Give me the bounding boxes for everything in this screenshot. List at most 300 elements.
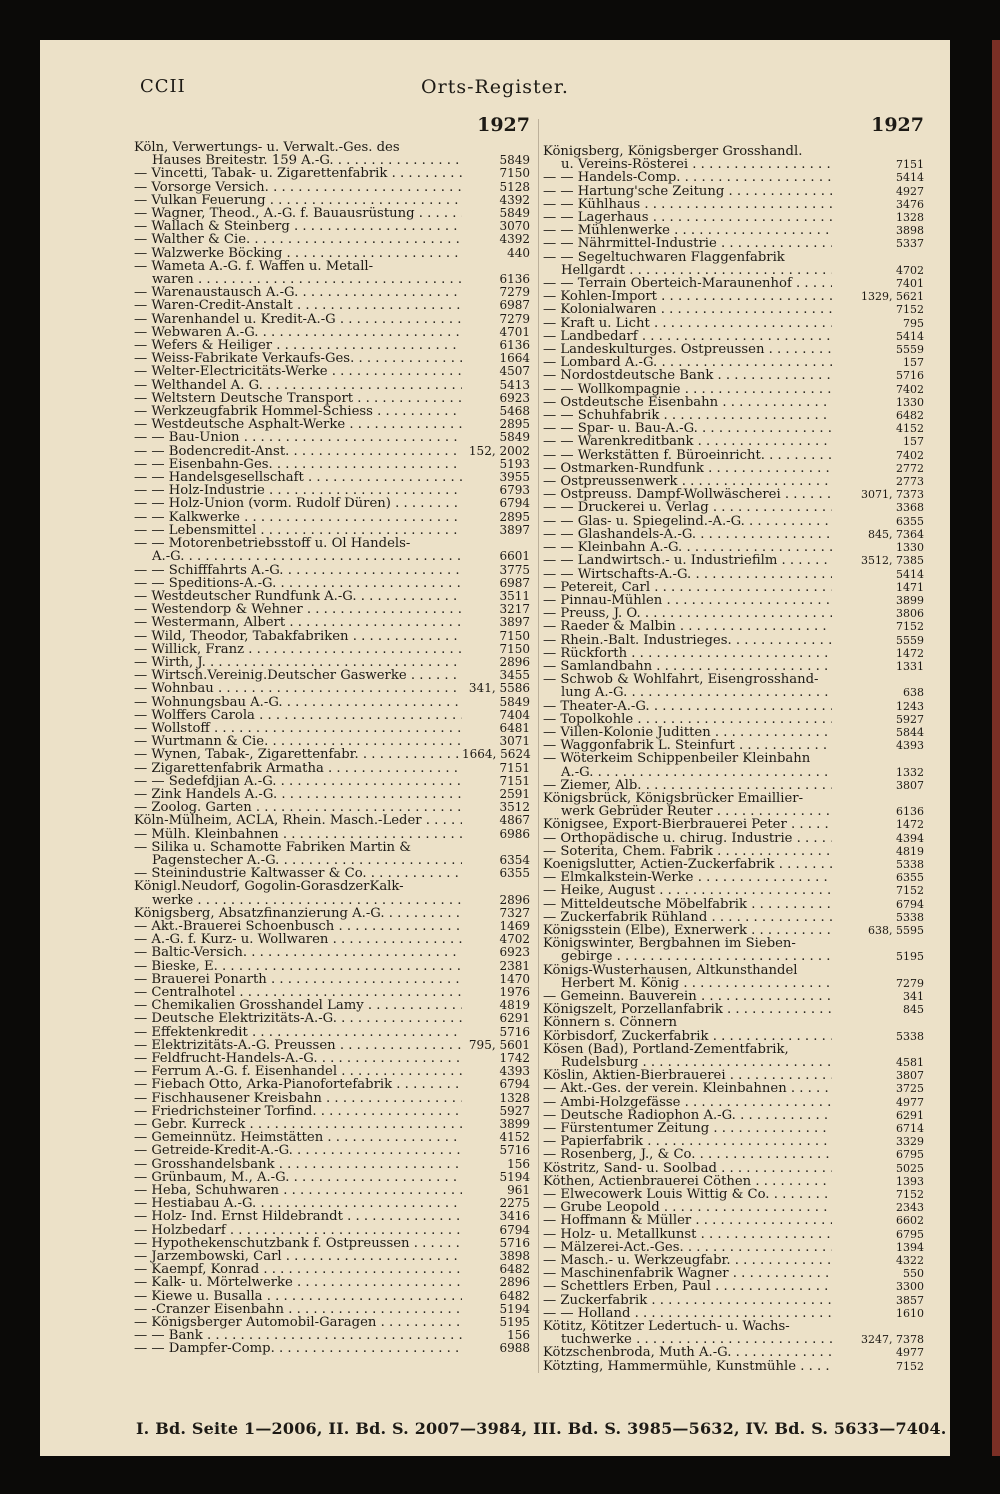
page-ref: 6482 xyxy=(896,409,924,423)
page-ref: 3806 xyxy=(896,607,924,621)
page-ref: 3300 xyxy=(896,1280,924,1294)
index-entry xyxy=(130,960,530,973)
page-ref: 3511 xyxy=(499,588,530,603)
page-ref: 1331 xyxy=(896,659,924,673)
entry-name: Kötzting, Hammermühle, Kunstmühle . . . xyxy=(539,1360,832,1373)
page-ref: 3899 xyxy=(896,593,924,607)
index-entry xyxy=(130,933,530,946)
index-entry xyxy=(539,1109,924,1122)
index-entry xyxy=(539,752,924,765)
index-entry xyxy=(539,303,924,316)
page-ref: 4152 xyxy=(499,1130,530,1145)
page-ref: 5128 xyxy=(499,179,530,194)
page-ref: 3476 xyxy=(896,197,924,211)
entry-name: Koenigslutter, Actien-Zuckerfabrik . . . xyxy=(539,858,832,871)
entry-name: — Zuckerfabrik Rühland . . . xyxy=(539,911,832,924)
entry-name: — Grosshandelsbank . . . xyxy=(130,1158,462,1171)
entry-name: Herbert M. König . . . xyxy=(539,977,832,990)
index-entry xyxy=(130,590,530,603)
entry-name: — Nordostdeutsche Bank . . . xyxy=(539,369,832,382)
page-ref: 5716 xyxy=(499,1235,530,1250)
page-ref: 3775 xyxy=(499,562,530,577)
entry-name: waren . . . xyxy=(130,273,462,286)
index-entry xyxy=(539,356,924,369)
page-ref: 4393 xyxy=(499,1064,530,1079)
page-title: Orts-Register. xyxy=(421,76,569,98)
index-entry xyxy=(539,845,924,858)
page-ref: 6987 xyxy=(499,575,530,590)
index-entry xyxy=(130,973,530,986)
index-entry xyxy=(539,422,924,435)
entry-name: Könnern s. Cönnern xyxy=(543,1016,677,1030)
index-entry xyxy=(539,409,924,422)
index-entry xyxy=(539,224,924,237)
page-ref: 6795 xyxy=(896,1148,924,1162)
index-entry xyxy=(539,1069,924,1082)
page-ref: 2772 xyxy=(896,461,924,475)
index-entry xyxy=(539,1280,924,1293)
entry-name: — Wagner, Theod., A.-G. f. Bauausrüstung . . . xyxy=(130,207,462,220)
page-ref: 5716 xyxy=(499,1024,530,1039)
entry-name: — — Holz-Union (vorm. Rudolf Düren) . . . xyxy=(130,497,462,510)
entry-name: — Welter-Electricitäts-Werke . . . xyxy=(130,365,462,378)
page-ref: 1472 xyxy=(896,818,924,832)
entry-name: — — Hartung'sche Zeitung . . . xyxy=(539,185,832,198)
index-entry xyxy=(130,682,530,695)
right-column xyxy=(538,114,924,1373)
index-entry xyxy=(539,924,924,937)
index-entry xyxy=(130,1276,530,1289)
entry-name: — Grünbaum, M., A.-G. . . . xyxy=(130,1171,462,1184)
page-ref: 5414 xyxy=(896,567,924,581)
index-entry xyxy=(130,365,530,378)
index-entry xyxy=(130,537,530,550)
index-entry xyxy=(130,484,530,497)
index-entry xyxy=(130,577,530,590)
entry-name: — Wöterkeim Schippenbeiler Kleinbahn xyxy=(543,752,811,766)
page-ref: 6988 xyxy=(499,1341,530,1356)
index-entry xyxy=(130,497,530,510)
index-entry xyxy=(130,260,530,273)
index-entry xyxy=(539,568,924,581)
entry-name: — — Dampfer-Comp. . . . xyxy=(130,1342,462,1355)
index-entry xyxy=(130,1329,530,1342)
entry-name: — — Werkstätten f. Büroeinricht. . . . xyxy=(539,449,832,462)
entry-name: — Schwob & Wohlfahrt, Eisengrosshand- xyxy=(543,673,819,687)
page-ref: 1664 xyxy=(499,351,530,366)
index-entry xyxy=(539,1043,924,1056)
index-entry xyxy=(539,832,924,845)
entry-name: — Ostpreuss. Dampf-Wollwäscherei . . . xyxy=(539,488,832,501)
entry-name: Königl.Neudorf, Gogolin-GorasdzerKalk- xyxy=(134,880,404,894)
page-ref: 3899 xyxy=(499,1117,530,1132)
entry-name: — Elwecowerk Louis Wittig & Co. . . . xyxy=(539,1188,832,1201)
entry-name: — Fischhausener Kreisbahn . . . xyxy=(130,1092,462,1105)
entry-name: — Waren-Credit-Anstalt . . . xyxy=(130,299,462,312)
index-entry xyxy=(130,524,530,537)
entry-name: A.-G. . . . xyxy=(539,766,832,779)
entry-name: — Raeder & Malbin . . . xyxy=(539,620,832,633)
entry-name: — — Kühlhaus . . . xyxy=(539,198,832,211)
page-ref: 440 xyxy=(507,245,530,260)
page-ref: 6355 xyxy=(499,866,530,881)
entry-name: — Landbedarf . . . xyxy=(539,330,832,343)
page-ref: 638 xyxy=(903,686,924,700)
page-ref: 6291 xyxy=(896,1108,924,1122)
page-ref: 6601 xyxy=(499,549,530,564)
entry-name: werke . . . xyxy=(130,894,462,907)
index-entry xyxy=(539,330,924,343)
page-ref: 1472 xyxy=(896,646,924,660)
page-ref: 961 xyxy=(507,1183,530,1198)
page-ref: 550 xyxy=(903,1267,924,1281)
index-entry xyxy=(130,907,530,920)
entry-name: Kötzschenbroda, Muth A.-G. . . . xyxy=(539,1346,832,1359)
entry-name: — Weltstern Deutsche Transport . . . xyxy=(130,392,462,405)
index-entry xyxy=(539,1241,924,1254)
page-ref: 3807 xyxy=(896,1069,924,1083)
page-ref: 3898 xyxy=(499,1249,530,1264)
index-entry xyxy=(130,880,530,893)
entry-name: Hellgardt . . . xyxy=(539,264,832,277)
page-ref: 7152 xyxy=(896,1188,924,1202)
entry-name: tuchwerke . . . xyxy=(539,1333,832,1346)
index-entry xyxy=(130,1039,530,1052)
page-ref: 5849 xyxy=(499,153,530,168)
index-entry xyxy=(539,858,924,871)
index-entry xyxy=(130,550,530,563)
entry-name: — — Kalkwerke . . . xyxy=(130,511,462,524)
entry-name: — Kaempf, Konrad . . . xyxy=(130,1263,462,1276)
page-ref: 795, 5601 xyxy=(468,1037,530,1052)
entry-name: — Gemeinn. Bauverein . . . xyxy=(539,990,832,1003)
page-ref: 2896 xyxy=(499,654,530,669)
page-ref: 7402 xyxy=(896,382,924,396)
entry-name: — Hypothekenschutzbank f. Ostpreussen . . . xyxy=(130,1237,462,1250)
entry-name: — Willick, Franz . . . xyxy=(130,643,462,656)
entry-name: Kötitz, Kötitzer Ledertuch- u. Wachs- xyxy=(543,1320,790,1334)
page-ref: 6795 xyxy=(896,1227,924,1241)
index-entry xyxy=(130,656,530,669)
page-ref: 5414 xyxy=(896,329,924,343)
index-entry xyxy=(130,854,530,867)
page-ref: 6355 xyxy=(896,514,924,528)
page-ref: 6987 xyxy=(499,298,530,313)
index-entry xyxy=(539,673,924,686)
entry-name: — Orthopädische u. chirug. Industrie . . . xyxy=(539,832,832,845)
page-ref: 4394 xyxy=(896,831,924,845)
entry-name: — Wynen, Tabak-, Zigarettenfabr. . . . xyxy=(130,748,462,761)
index-entry xyxy=(130,1210,530,1223)
entry-name: — Landeskulturges. Ostpreussen . . . xyxy=(539,343,832,356)
page-ref: 4702 xyxy=(499,932,530,947)
page-ref: 5195 xyxy=(896,950,924,964)
index-entry xyxy=(130,1197,530,1210)
index-entry xyxy=(130,207,530,220)
index-entry xyxy=(130,762,530,775)
page-ref: 7152 xyxy=(896,1359,924,1373)
page-ref: 157 xyxy=(903,435,924,449)
entry-name: — Baltic-Versich. . . . xyxy=(130,946,462,959)
page-ref: 1976 xyxy=(499,985,530,999)
page-ref: 845 xyxy=(903,1003,924,1017)
page-ref: 7151 xyxy=(499,773,530,788)
entry-name: — Hoffmann & Müller . . . xyxy=(539,1214,832,1227)
page-ref: 6291 xyxy=(499,1011,530,1026)
index-entry xyxy=(130,643,530,656)
entry-name: — Holz- Ind. Ernst Hildebrandt . . . xyxy=(130,1210,462,1223)
index-entry xyxy=(130,1342,530,1355)
page-ref: 4867 xyxy=(499,813,530,828)
page-ref: 3897 xyxy=(499,522,530,537)
entry-name: — Masch.- u. Werkzeugfabr. . . . xyxy=(539,1254,832,1267)
entry-name: — Walther & Cie. . . . xyxy=(130,233,462,246)
page-ref: 6355 xyxy=(896,871,924,885)
index-entry xyxy=(130,445,530,458)
entry-name: — Pinnau-Mühlen . . . xyxy=(539,594,832,607)
index-entry xyxy=(539,964,924,977)
index-entry xyxy=(539,1201,924,1214)
entry-name: gebirge . . . xyxy=(539,950,832,963)
page-ref: 6136 xyxy=(896,805,924,819)
index-entry xyxy=(539,541,924,554)
index-entry xyxy=(130,352,530,365)
index-entry xyxy=(539,713,924,726)
entry-name: — Kohlen-Import . . . xyxy=(539,290,832,303)
page-ref: 2381 xyxy=(499,958,530,973)
entry-name: — — Wirtschafts-A.-G. . . . xyxy=(539,568,832,581)
page-ref: 3217 xyxy=(499,602,530,617)
entry-name: Königs-Wusterhausen, Altkunsthandel xyxy=(543,963,798,977)
page-header xyxy=(40,72,950,102)
index-entry xyxy=(539,739,924,752)
index-entry xyxy=(539,501,924,514)
entry-name: — Rhein.-Balt. Industrieges. . . . xyxy=(539,634,832,647)
entry-name: — Holz- u. Metallkunst . . . xyxy=(539,1228,832,1241)
index-entry xyxy=(130,220,530,233)
entry-name: — Werkzeugfabrik Hommel-Schiess . . . xyxy=(130,405,462,418)
entry-name: — Zuckerfabrik . . . xyxy=(539,1294,832,1307)
entry-name: — Weiss-Fabrikate Verkaufs-Ges. . . . xyxy=(130,352,462,365)
entry-name: — Wallach & Steinberg . . . xyxy=(130,220,462,233)
index-entry xyxy=(539,660,924,673)
entry-name: — Elmkalkstein-Werke . . . xyxy=(539,871,832,884)
index-entry xyxy=(539,369,924,382)
index-entry xyxy=(130,1303,530,1316)
page-ref: 5414 xyxy=(896,171,924,185)
index-entry xyxy=(130,1263,530,1276)
index-entry xyxy=(130,788,530,801)
page-ref: 7152 xyxy=(896,620,924,634)
entry-name: — Akt.-Brauerei Schoenbusch . . . xyxy=(130,920,462,933)
index-entry xyxy=(130,894,530,907)
index-entry xyxy=(130,920,530,933)
index-entry xyxy=(539,884,924,897)
index-entry xyxy=(539,343,924,356)
page-ref: 7150 xyxy=(499,628,530,643)
entry-name: — Zink Handels A.-G. . . . xyxy=(130,788,462,801)
entry-name: — Königsberger Automobil-Garagen . . . xyxy=(130,1316,462,1329)
page-ref: 3857 xyxy=(896,1293,924,1307)
entry-name: Königsee, Export-Bierbrauerei Peter . . . xyxy=(539,818,832,831)
entry-name: — Mülh. Kleinbahnen . . . xyxy=(130,828,462,841)
left-column xyxy=(130,114,531,1356)
entry-name: — Kolonialwaren . . . xyxy=(539,303,832,316)
index-entry xyxy=(539,1307,924,1320)
page-ref: 341, 5586 xyxy=(468,681,530,696)
index-entry xyxy=(539,1056,924,1069)
page-ref: 795 xyxy=(903,316,924,330)
entry-name: — Vorsorge Versich. . . . xyxy=(130,181,462,194)
entry-name: — — Mühlenwerke . . . xyxy=(539,224,832,237)
entry-name: — — Schifffahrts A.-G. . . . xyxy=(130,564,462,577)
page-ref: 7401 xyxy=(896,277,924,291)
page-ref: 1328 xyxy=(499,1090,530,1105)
index-entry xyxy=(130,313,530,326)
entry-name: Königsberg, Absatzfinanzierung A.-G. . . . xyxy=(130,907,462,920)
index-entry xyxy=(539,383,924,396)
entry-name: — Getreide-Kredit-A.-G. . . . xyxy=(130,1144,462,1157)
index-entry xyxy=(539,251,924,264)
entry-name: — Wohnungsbau A.-G. . . . xyxy=(130,696,462,709)
entry-name: — — Sedefdjian A.-G. . . . xyxy=(130,775,462,788)
index-entry xyxy=(539,158,924,171)
entry-name: — Hestiabau A.-G. . . . xyxy=(130,1197,462,1210)
entry-name: — Chemikalien Grosshandel Lamy . . . xyxy=(130,999,462,1012)
index-entry xyxy=(539,607,924,620)
index-entry xyxy=(539,634,924,647)
index-entry xyxy=(130,1184,530,1197)
entry-name: Pagenstecher A.-G. . . . xyxy=(130,854,462,867)
page-ref: 3512 xyxy=(499,800,530,815)
page-ref: 5849 xyxy=(499,206,530,221)
index-entry xyxy=(130,392,530,405)
entry-name: lung A.-G. . . . xyxy=(539,686,832,699)
page-ref: 5194 xyxy=(499,1169,530,1184)
page-ref: 7402 xyxy=(896,448,924,462)
index-entry xyxy=(539,277,924,290)
index-entry xyxy=(130,1131,530,1144)
page-ref: 7151 xyxy=(499,760,530,775)
index-entry xyxy=(539,1214,924,1227)
document-page xyxy=(40,40,950,1456)
index-entry xyxy=(539,211,924,224)
entry-name: — Vulkan Feuerung . . . xyxy=(130,194,462,207)
volume-footer: I. Bd. Seite 1—2006, II. Bd. S. 2007—3984, III. Bd. S. 3985—5632, IV. Bd. S. 5633—7404. xyxy=(136,1419,947,1438)
index-entry xyxy=(539,1003,924,1016)
page-ref: 2591 xyxy=(499,786,530,801)
entry-name: — Akt.-Ges. der verein. Kleinbahnen . . . xyxy=(539,1082,832,1095)
entry-name: — Preuss, J. O. . . . xyxy=(539,607,832,620)
page-ref: 1610 xyxy=(896,1306,924,1320)
entry-name: — Elektrizitäts-A.-G. Preussen . . . xyxy=(130,1039,462,1052)
entry-name: — — Bank . . . xyxy=(130,1329,462,1342)
page-ref: 3247, 7378 xyxy=(861,1333,924,1347)
index-entry xyxy=(539,1267,924,1280)
index-entry xyxy=(539,462,924,475)
entry-name: — Gemeinnütz. Heimstätten . . . xyxy=(130,1131,462,1144)
entry-name: — Maschinenfabrik Wagner . . . xyxy=(539,1267,832,1280)
index-entry xyxy=(539,647,924,660)
index-entry xyxy=(539,1162,924,1175)
index-entry xyxy=(130,828,530,841)
page-ref: 3725 xyxy=(896,1082,924,1096)
index-entry xyxy=(539,1122,924,1135)
index-entry xyxy=(130,141,530,154)
page-ref: 1243 xyxy=(896,699,924,713)
page-ref: 152, 2002 xyxy=(468,443,530,458)
entry-name: — Kiewe u. Busalla . . . xyxy=(130,1290,462,1303)
entry-name: — Ziemer, Alb. . . . xyxy=(539,779,832,792)
entry-name: — — Motorenbetriebsstoff u. Öl Handels- xyxy=(134,537,411,551)
index-entry xyxy=(539,237,924,250)
entry-name: — Ostpreussenwerk . . . xyxy=(539,475,832,488)
page-ref: 7151 xyxy=(896,158,924,172)
index-entry xyxy=(539,805,924,818)
page-ref: 4819 xyxy=(896,844,924,858)
entry-name: — — Glashandels-A.-G. . . . xyxy=(539,528,832,541)
entry-name: Königsberg, Königsberger Grosshandl. xyxy=(543,145,803,159)
entry-name: A.-G. . . . xyxy=(130,550,462,563)
index-entry xyxy=(130,1224,530,1237)
index-entry xyxy=(130,722,530,735)
index-entry xyxy=(539,554,924,567)
index-entry xyxy=(539,1016,924,1029)
page-ref: 7327 xyxy=(499,905,530,920)
index-entry xyxy=(539,594,924,607)
index-entry xyxy=(539,145,924,158)
page-ref: 3071, 7373 xyxy=(861,488,924,502)
entry-name: — Rosenberg, J., & Co. . . . xyxy=(539,1148,832,1161)
page-ref: 845, 7364 xyxy=(868,527,924,541)
index-entry xyxy=(539,1188,924,1201)
entry-name: — — Schuhfabrik . . . xyxy=(539,409,832,422)
page-ref: 4702 xyxy=(896,263,924,277)
entry-name: — Walzwerke Böcking . . . xyxy=(130,247,462,260)
entry-name: — — Lebensmittel . . . xyxy=(130,524,462,537)
page-ref: 3955 xyxy=(499,470,530,485)
page-ref: 156 xyxy=(507,1328,530,1343)
page-ref: 6482 xyxy=(499,1288,530,1303)
page-ref: 6354 xyxy=(499,852,530,867)
index-entry xyxy=(130,709,530,722)
entry-name: — Villen-Kolonie Juditten . . . xyxy=(539,726,832,739)
index-entry xyxy=(130,564,530,577)
index-entry xyxy=(539,950,924,963)
entry-name: Königszelt, Porzellanfabrik . . . xyxy=(539,1003,832,1016)
entry-name: — Westendorp & Wehner . . . xyxy=(130,603,462,616)
index-entry xyxy=(130,1118,530,1131)
page-ref: 7279 xyxy=(896,976,924,990)
index-entry xyxy=(130,696,530,709)
index-entry xyxy=(130,867,530,880)
page-ref: 3898 xyxy=(896,224,924,238)
page-ref: 1332 xyxy=(896,765,924,779)
page-ref: 6136 xyxy=(499,338,530,353)
entry-name: — — Glas- u. Spiegelind.-A.-G. . . . xyxy=(539,515,832,528)
page-ref: 3416 xyxy=(499,1209,530,1224)
entry-name: — Mälzerei-Act.-Ges. . . . xyxy=(539,1241,832,1254)
page-ref: 5927 xyxy=(896,712,924,726)
entry-name: Köslin, Aktien-Bierbrauerei . . . xyxy=(539,1069,832,1082)
page-ref: 5338 xyxy=(896,1029,924,1043)
index-entry xyxy=(539,700,924,713)
index-entry xyxy=(539,475,924,488)
entry-name: — Petereit, Carl . . . xyxy=(539,581,832,594)
index-entry xyxy=(130,1026,530,1039)
page-ref: 6482 xyxy=(499,1262,530,1277)
page-ref: 5468 xyxy=(499,404,530,419)
